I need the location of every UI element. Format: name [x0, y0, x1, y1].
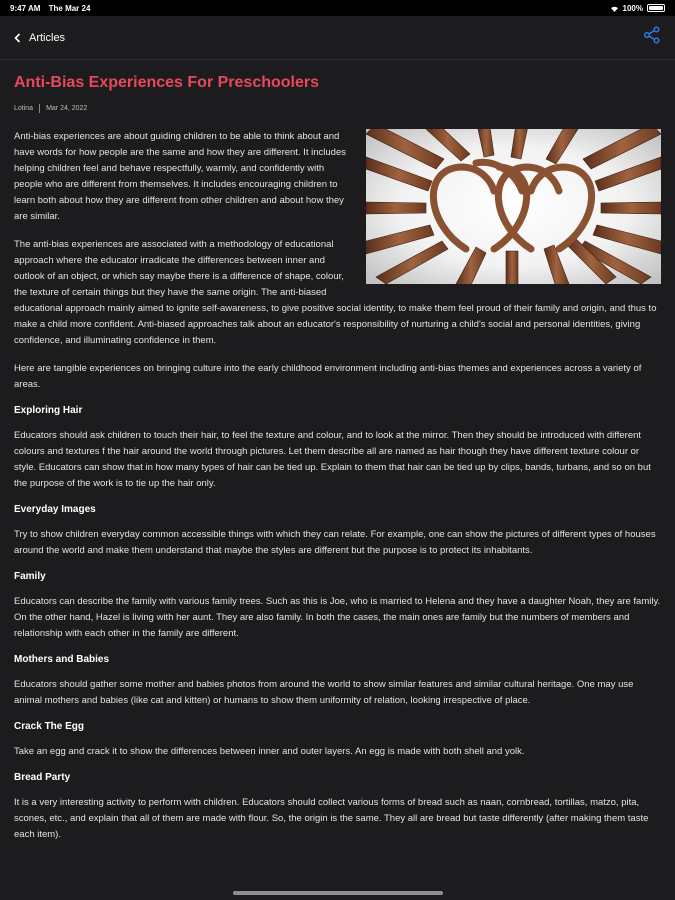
section-heading-mothers-babies: Mothers and Babies	[14, 654, 110, 665]
nav-bar	[0, 16, 675, 60]
status-right	[610, 4, 665, 13]
article-date: Mar 24, 2022	[46, 105, 88, 112]
back-label: Articles	[29, 31, 66, 44]
section-body-bread-party: It is a very interesting activity to perform with children. Educators should collect various forms of bread such as naan, cornbread, tortillas, matzo, pita, scones, etc., and explain that all of them are made with flour. So, the origin is the same. They all are bread but taste differently (after making them taste each item).	[14, 797, 649, 840]
section-heading-family: Family	[14, 571, 46, 582]
battery-icon	[647, 4, 665, 12]
intro-paragraph-3: Here are tangible experiences on bringing culture into the early childhood environment including anti-bias themes and experiences across a variety of areas.	[14, 363, 642, 390]
share-icon	[643, 26, 661, 44]
chevron-left-icon	[14, 33, 21, 43]
article-title: Anti-Bias Experiences For Preschoolers	[14, 74, 319, 91]
status-bar	[0, 0, 675, 16]
section-heading-crack-egg: Crack The Egg	[14, 721, 85, 732]
article-author: Lotina	[14, 105, 34, 112]
intro-paragraph-2: The anti-bias experiences are associated with a methodology of educational approach where the educator irradicate the differences between inner and outlook of an object, or which say maybe there is a difference of shape, colour, the texture of certain things but they have the same origin. The anti-biased educational approach mainly aimed to ignite self-awareness, to give positive social identity, to make them feel proud of their family and origin, and thus to make a child more confident. Anti-biased approaches talk about an educator's responsibility of nurturing a child's social and personal identities, giving confidence, and illuminating confidence in them.	[14, 239, 657, 346]
back-button[interactable]	[14, 32, 65, 44]
section-body-everyday-images: Try to show children everyday common accessible things with which they can relate. For example, one can show the pictures of different types of houses around the world and make them understand that maybe the styles are different but the purpose is to protect its inhabitants.	[14, 529, 656, 556]
section-heading-bread-party: Bread Party	[14, 772, 71, 783]
section-body-crack-egg: Take an egg and crack it to show the differences between inner and outer layers. An egg is made with both shell and yolk.	[14, 746, 525, 757]
status-left	[10, 4, 96, 13]
section-body-mothers-babies: Educators should gather some mother and babies photos from around the world to show similar features and similar cultural heritage. One may use animal mothers and babies (like cat and kitten) or humans to show them uniformity of relation, looking irrespective of place.	[14, 679, 634, 706]
status-time: 9:47 AM	[10, 3, 41, 13]
hero-image	[366, 129, 661, 284]
intro-paragraph-1: Anti-bias experiences are about guiding children to be able to think about and have words for how people are the same and how they are different. It includes helping children feel and behave respectfully, warmly, and confidently with people who are different from themselves. It includes encouraging children to learn both about how they are different from other children and about how they are similar.	[14, 131, 346, 222]
section-heading-exploring-hair: Exploring Hair	[14, 405, 83, 416]
section-body-exploring-hair: Educators should ask children to touch their hair, to feel the texture and colour, and to look at the mirror. Then they should be introduced with different colours and textures f the hair around the world through pictures. Let them describe all are named as hair though they have different texture colour or style. Educators can show that in how many types of hair can be tied up. Explain to them that hair can be tied up by clips, bands, turbans, and so on but the purpose of the work is to tie up the hair only.	[14, 430, 651, 489]
wifi-icon	[610, 5, 619, 12]
home-indicator[interactable]	[233, 891, 443, 895]
status-date: The Mar 24	[48, 3, 91, 13]
meta-divider	[39, 104, 40, 113]
share-button[interactable]	[643, 26, 661, 49]
battery-percent: 100%	[622, 3, 643, 13]
section-heading-everyday-images: Everyday Images	[14, 504, 96, 515]
article-meta	[14, 104, 661, 113]
hands-heart-illustration	[366, 129, 661, 284]
section-body-family: Educators can describe the family with various family trees. Such as this is Joe, who is married to Helena and they have a daughter Noah, they are family. On the other hand, Hazel is living with her aunt. They are also family. In both the cases, the main ones are family but the numbers of members and relationship with each other in the family are different.	[14, 596, 661, 639]
article-content	[0, 74, 675, 843]
